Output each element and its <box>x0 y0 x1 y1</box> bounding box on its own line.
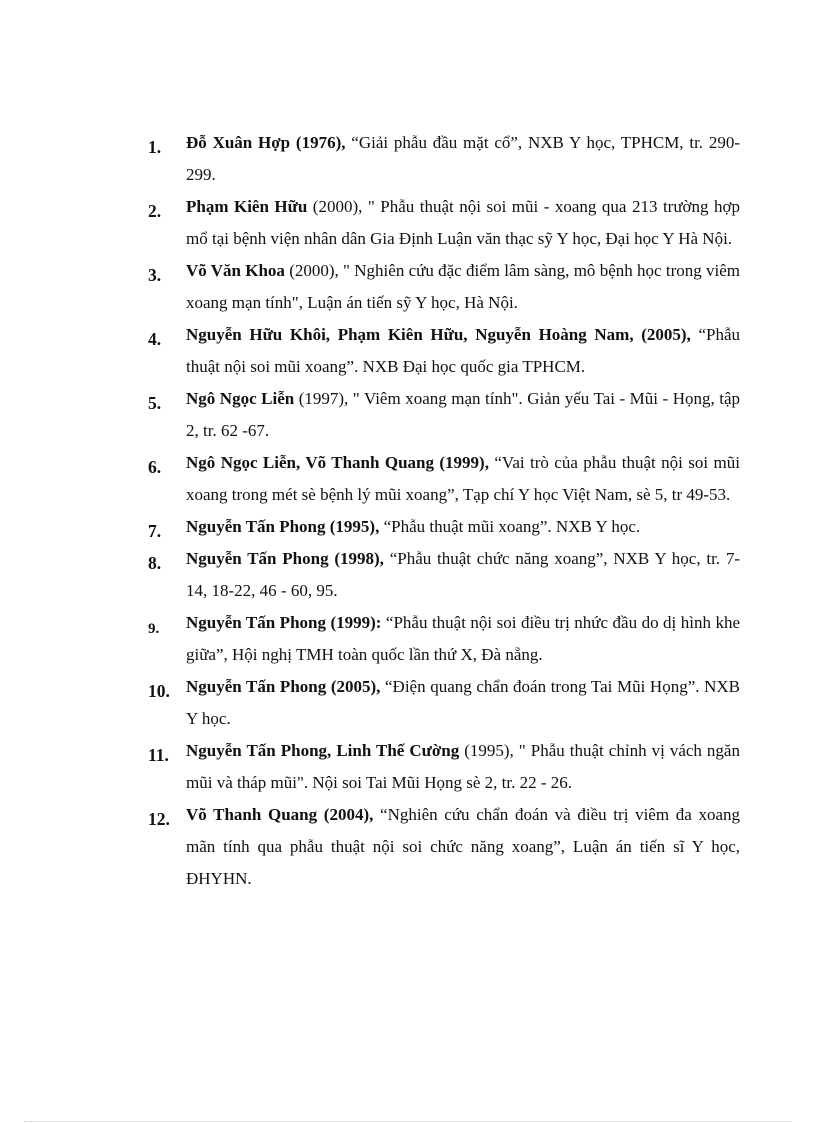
reference-text: “Nghiên cứu chẩn đoán và điều trị viêm đa xoang mãn tính qua phẫu thuật nội soi chức năng xoang”, Luận án tiến sĩ Y học, ĐHYHN. <box>186 805 740 888</box>
reference-author: Võ Văn Khoa <box>186 261 285 280</box>
reference-number: 11. <box>148 745 169 765</box>
reference-number: 7. <box>148 521 162 541</box>
reference-number: 10. <box>148 681 170 701</box>
reference-item <box>148 447 740 511</box>
reference-author: Nguyễn Tấn Phong (1998), <box>186 549 384 568</box>
reference-text: (1997), " Viêm xoang mạn tính". Giản yếu Tai - Mũi - Họng, tập 2, tr. 62 -67. <box>186 389 741 440</box>
reference-text: (1995), " Phẫu thuật chỉnh vị vách ngăn mũi và tháp mũi". Nội soi Tai Mũi Họng sè 2, tr. 22 - 26. <box>186 741 740 792</box>
reference-item <box>148 671 740 735</box>
reference-item <box>148 511 740 543</box>
reference-author: Nguyễn Tấn Phong (1995), <box>186 517 380 536</box>
reference-text: (2000), " Phẫu thuật nội soi mũi - xoang qua 213 trường hợp mổ tại bệnh viện nhân dân Gia Định Luận văn thạc sỹ Y học, Đại học Y Hà Nội. <box>186 197 741 248</box>
reference-item <box>148 799 740 895</box>
reference-number: 4. <box>148 329 162 349</box>
page-bottom-divider <box>24 1121 792 1122</box>
reference-author: Ngô Ngọc Liễn, Võ Thanh Quang (1999), <box>186 453 489 472</box>
reference-item <box>148 607 740 671</box>
reference-author: Nguyễn Hữu Khôi, Phạm Kiên Hữu, Nguyễn Hoàng Nam, (2005), <box>186 325 691 344</box>
reference-number: 5. <box>148 393 162 413</box>
reference-number: 2. <box>148 201 162 221</box>
reference-list <box>148 127 740 895</box>
reference-text: “Giải phẫu đầu mặt cổ”, NXB Y học, TPHCM, tr. 290-299. <box>186 133 740 184</box>
reference-number: 3. <box>148 265 162 285</box>
reference-item <box>148 543 740 607</box>
reference-author: Đỗ Xuân Hợp (1976), <box>186 133 346 152</box>
reference-author: Võ Thanh Quang (2004), <box>186 805 374 824</box>
reference-item <box>148 255 740 319</box>
reference-item <box>148 127 740 191</box>
reference-item <box>148 191 740 255</box>
reference-author: Nguyễn Tấn Phong, Linh Thế Cường <box>186 741 460 760</box>
reference-author: Nguyễn Tấn Phong (2005), <box>186 677 381 696</box>
reference-text: “Phẫu thuật chức năng xoang”, NXB Y học, tr. 7-14, 18-22, 46 - 60, 95. <box>186 549 740 600</box>
reference-number: 12. <box>148 809 170 829</box>
reference-text: “Vai trò của phẫu thuật nội soi mũi xoang trong mét sè bệnh lý mũi xoang”, Tạp chí Y học Việt Nam, sè 5, tr 49-53. <box>186 453 740 504</box>
reference-author: Nguyễn Tấn Phong (1999): <box>186 613 382 632</box>
reference-item <box>148 319 740 383</box>
reference-author: Phạm Kiên Hữu <box>186 197 308 216</box>
reference-item <box>148 735 740 799</box>
reference-item <box>148 383 740 447</box>
reference-number: 9. <box>148 621 160 637</box>
reference-text: “Điện quang chẩn đoán trong Tai Mũi Họng”. NXB Y học. <box>186 677 740 728</box>
reference-text: “Phẫu thuật nội soi mũi xoang”. NXB Đại học quốc gia TPHCM. <box>186 325 741 376</box>
reference-text: (2000), " Nghiên cứu đặc điểm lâm sàng, mô bệnh học trong viêm xoang mạn tính", Luận án tiến sỹ Y học, Hà Nội. <box>186 261 740 312</box>
reference-number: 1. <box>148 137 162 157</box>
reference-number: 8. <box>148 553 162 573</box>
reference-author: Ngô Ngọc Liễn <box>186 389 295 408</box>
reference-number: 6. <box>148 457 162 477</box>
reference-text: “Phẫu thuật mũi xoang”. NXB Y học. <box>379 517 641 536</box>
reference-text: “Phẫu thuật nội soi điều trị nhức đầu do dị hình khe giữa”, Hội nghị TMH toàn quốc lần thứ X, Đà nẵng. <box>186 613 740 664</box>
